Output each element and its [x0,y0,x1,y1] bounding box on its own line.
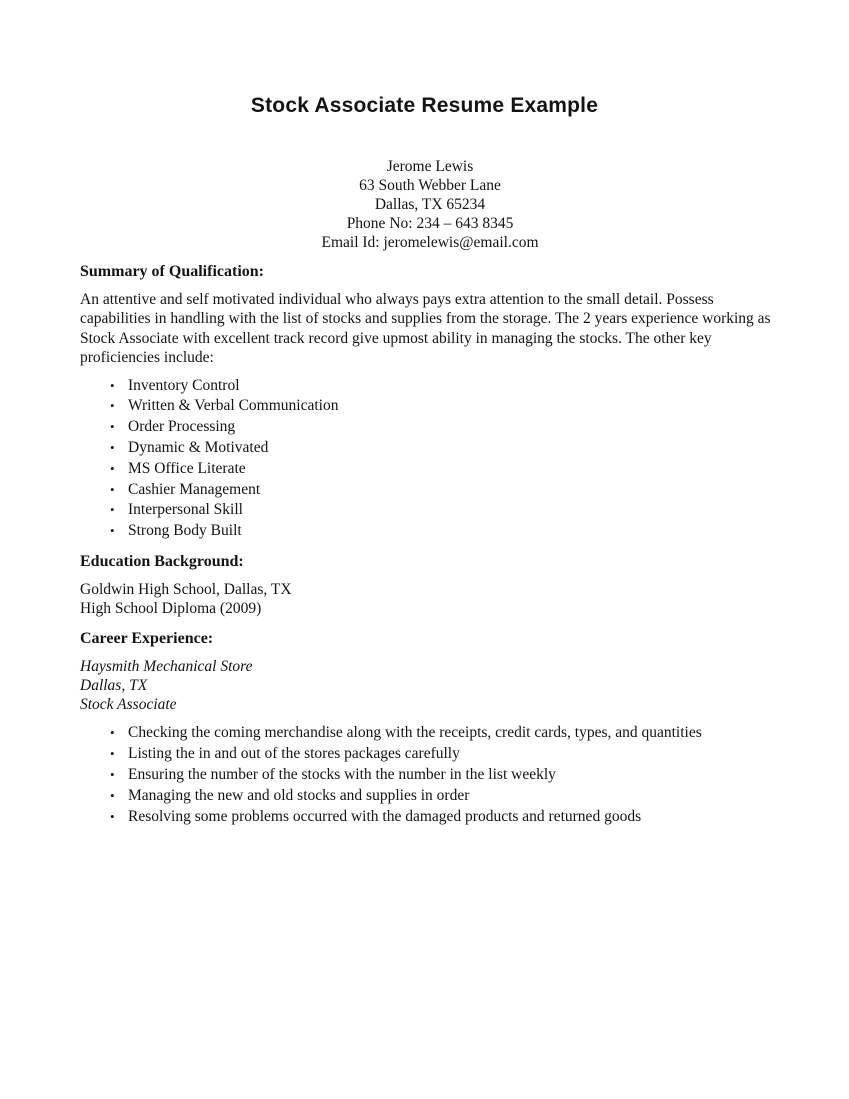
duty-item-text: Resolving some problems occurred with the damaged products and returned goods [128,807,642,825]
proficiency-item [110,459,780,480]
duty-item-text: Ensuring the number of the stocks with the number in the list weekly [128,766,556,784]
proficiency-item [110,376,780,397]
duty-item [110,744,780,765]
page-title: Stock Associate Resume Example [250,94,599,117]
bullet-icon: • [110,460,115,476]
duty-item [110,765,780,786]
proficiency-item [110,396,780,417]
bullet-icon: • [110,377,115,393]
duty-item-text: Listing the in and out of the stores packages carefully [128,745,460,763]
summary-heading: Summary of Qualification: [80,263,264,280]
education-diploma: High School Diploma (2009) [80,600,262,618]
proficiency-item-text: Interpersonal Skill [128,501,243,519]
experience-heading: Career Experience: [80,629,214,647]
bullet-icon: • [110,808,115,824]
proficiency-item [110,480,780,501]
education-heading: Education Background: [80,553,244,570]
bullet-icon: • [110,725,115,741]
summary-paragraph: An attentive and self motivated individual who always pays extra attention to the small detail. Possess capabilities in handling with the list of stocks and supplies from the storage. The 2 years experience working as Stock Associate with excellent track record give upmost ability in managing the stocks. The other key proficiencies include: [80,291,771,367]
proficiency-item-text: Dynamic & Motivated [128,439,269,457]
proficiency-item-text: MS Office Literate [128,459,246,477]
contact-name: Jerome Lewis [386,158,474,175]
bullet-icon: • [110,767,115,783]
contact-address-line2: Dallas, TX 65234 [374,196,486,213]
duty-item-text: Managing the new and old stocks and supplies in order [128,786,470,804]
proficiency-list [80,376,780,542]
proficiency-item [110,521,780,542]
education-school: Goldwin High School, Dallas, TX [80,581,292,598]
duty-item [110,786,780,807]
bullet-icon: • [110,481,115,497]
experience-role: Stock Associate [80,696,177,714]
proficiency-item-text: Strong Body Built [128,522,242,540]
bullet-icon: • [110,523,115,539]
contact-email: Email Id: jeromelewis@email.com [321,234,539,251]
duty-item [110,807,780,828]
duty-list [80,723,780,827]
contact-phone: Phone No: 234 – 643 8345 [346,215,514,232]
contact-block [80,157,780,252]
duty-item [110,723,780,744]
bullet-icon: • [110,787,115,803]
proficiency-item-text: Inventory Control [128,376,240,394]
bullet-icon: • [110,419,115,435]
bullet-icon: • [110,746,115,762]
duty-item-text: Checking the coming merchandise along with the receipts, credit cards, types, and quantities [128,724,702,742]
proficiency-item [110,500,780,521]
proficiency-item-text: Cashier Management [128,480,261,498]
bullet-icon: • [110,502,115,518]
education-block [80,580,780,619]
experience-location: Dallas, TX [80,676,148,694]
proficiency-item [110,438,780,459]
proficiency-item-text: Order Processing [128,418,236,436]
bullet-icon: • [110,440,115,456]
proficiency-item [110,417,780,438]
experience-employer-block [80,657,780,715]
contact-address-line1: 63 South Webber Lane [359,177,501,194]
proficiency-item-text: Written & Verbal Communication [128,397,339,415]
resume-content [0,157,849,827]
bullet-icon: • [110,398,115,414]
experience-company: Haysmith Mechanical Store [80,657,253,675]
